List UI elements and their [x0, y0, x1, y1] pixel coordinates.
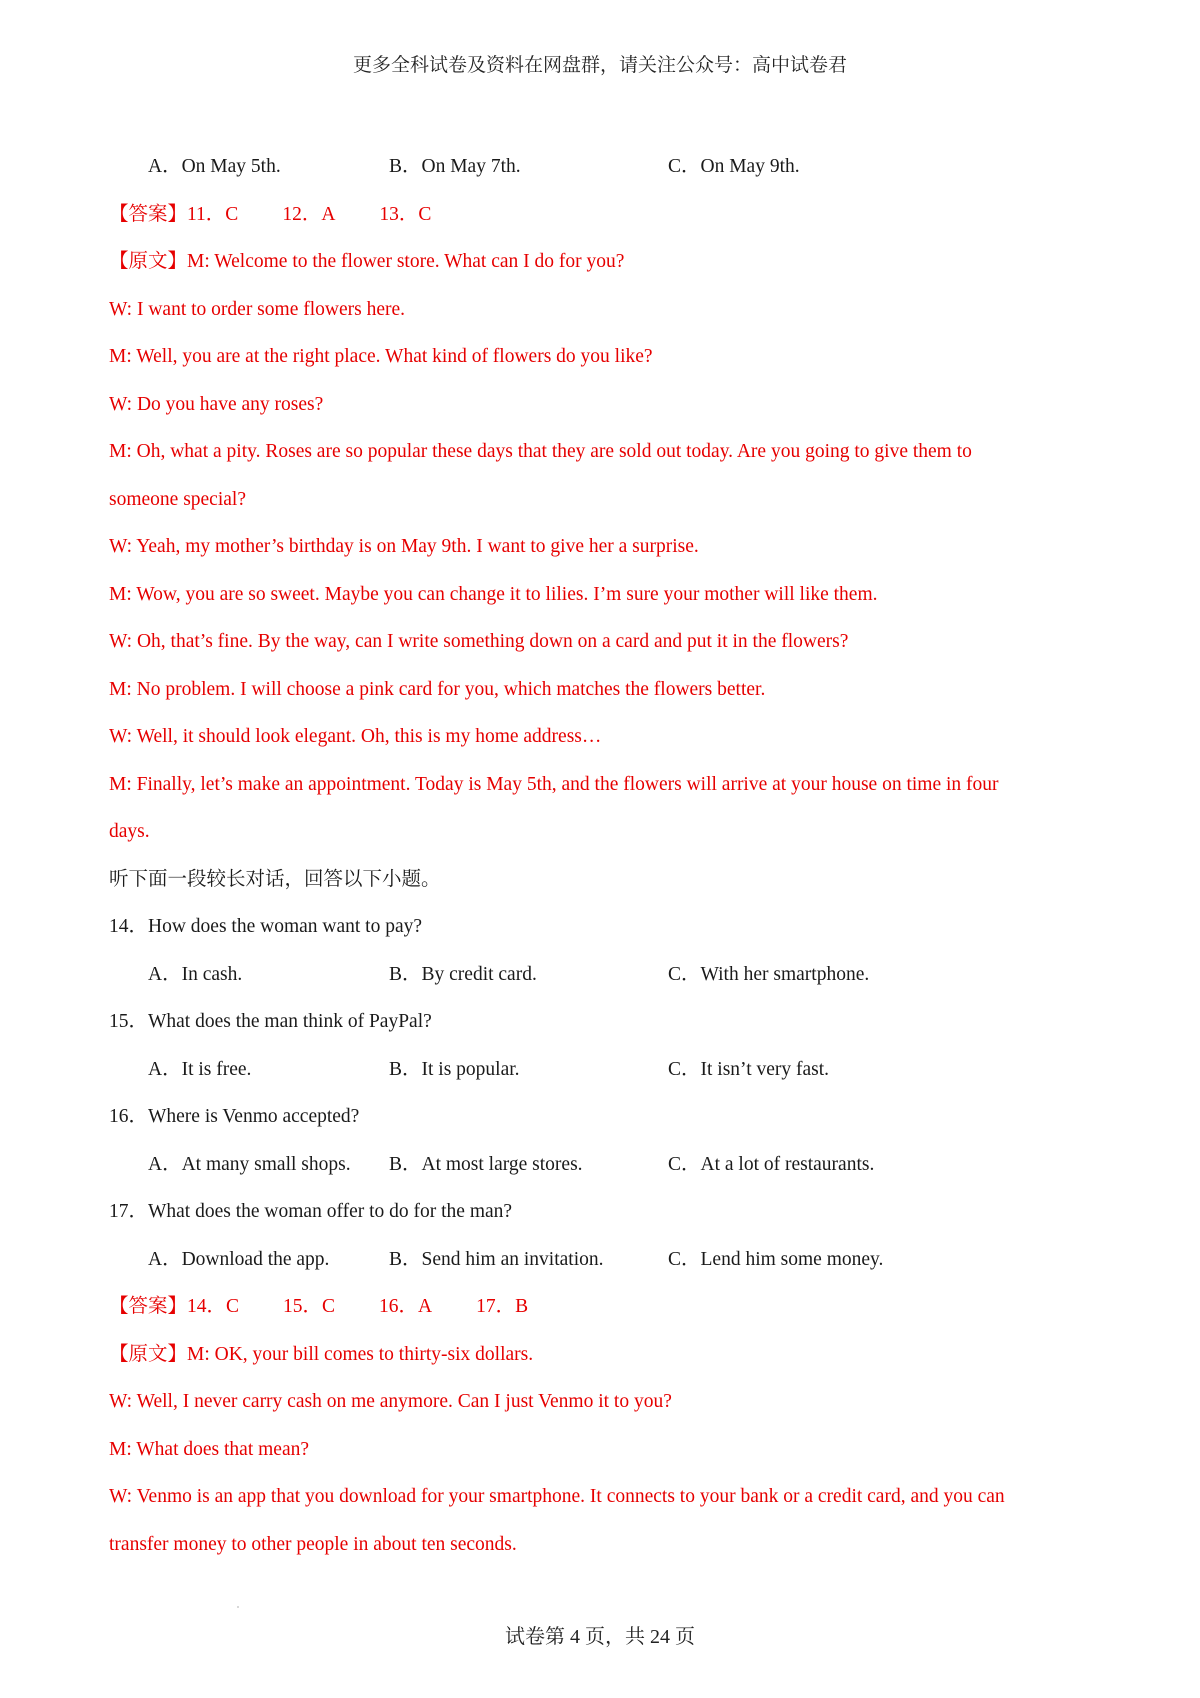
page-content — [109, 147, 1109, 1572]
transcript-line: W: Do you have any roses? — [109, 393, 324, 415]
answer-item: 11．C — [187, 203, 239, 225]
option-a: A．On May 5th. — [148, 156, 281, 177]
options-row — [109, 1145, 1109, 1193]
options-row — [109, 955, 1109, 1003]
page-footer: 试卷第 4 页，共 24 页 — [505, 1626, 695, 1648]
options-row — [109, 1050, 1109, 1098]
answer-item: 16．A — [379, 1296, 433, 1317]
transcript-line: W: Yeah, my mother’s birthday is on May 9th. I want to give her a surprise. — [109, 536, 699, 557]
option-b: B．At most large stores. — [389, 1153, 583, 1175]
option-c: C．Lend him some money. — [668, 1248, 884, 1270]
transcript-line: M: Well, you are at the right place. What kind of flowers do you like? — [109, 346, 653, 367]
page-header: 更多全科试卷及资料在网盘群，请关注公众号：高中试卷君 — [352, 55, 847, 76]
option-b: B．By credit card. — [389, 963, 537, 985]
option-b: B．On May 7th. — [389, 156, 521, 177]
option-b: B．Send him an invitation. — [389, 1248, 604, 1270]
answer-item: 14．C — [187, 1296, 240, 1317]
transcript-line: W: Well, it should look elegant. Oh, this is my home address… — [109, 726, 602, 747]
options-row-q13 — [109, 147, 1109, 195]
option-a: A．At many small shops. — [148, 1153, 351, 1175]
transcript-line: M: Oh, what a pity. Roses are so popular these days that they are sold out today. Are you going to give them to — [109, 441, 972, 462]
question-stem: 16．Where is Venmo accepted? — [109, 1106, 360, 1127]
question-stem: 14．How does the woman want to pay? — [109, 916, 423, 937]
transcript-text: M: OK, your bill comes to thirty-six dollars. — [187, 1343, 534, 1365]
transcript-line: someone special? — [109, 488, 246, 510]
option-c: C．With her smartphone. — [668, 963, 870, 985]
transcript-line — [109, 242, 1109, 290]
transcript-line: W: Oh, that’s fine. By the way, can I write something down on a card and put it in the flowers? — [109, 631, 849, 652]
option-b: B．It is popular. — [389, 1058, 520, 1080]
question-stem: 17．What does the woman offer to do for the man? — [109, 1201, 513, 1222]
transcript-line: W: I want to order some flowers here. — [109, 298, 406, 320]
transcript-line: W: Venmo is an app that you download for your smartphone. It connects to your bank or a credit card, and you can — [109, 1486, 1005, 1507]
transcript-line: M: What does that mean? — [109, 1438, 309, 1460]
option-c: C．On May 9th. — [668, 156, 800, 177]
answer-item: 15．C — [283, 1296, 336, 1317]
transcript-line: transfer money to other people in about ten seconds. — [109, 1533, 517, 1555]
transcript-label: 【原文】 — [109, 251, 188, 272]
transcript-line — [109, 1335, 1109, 1383]
question-stem: 15．What does the man think of PayPal? — [109, 1011, 432, 1032]
transcript-line: M: Wow, you are so sweet. Maybe you can change it to lilies. I’m sure your mother will like them. — [109, 583, 878, 605]
answer-item: 17．B — [476, 1296, 529, 1317]
transcript-line: W: Well, I never carry cash on me anymore. Can I just Venmo it to you? — [109, 1391, 672, 1412]
transcript-line: days. — [109, 821, 150, 842]
transcript-line: M: Finally, let’s make an appointment. Today is May 5th, and the flowers will arrive at your house on time in four — [109, 773, 999, 795]
answer-label: 【答案】 — [109, 1296, 188, 1317]
transcript-text: M: Welcome to the flower store. What can I do for you? — [187, 251, 625, 272]
option-a: A．Download the app. — [148, 1248, 330, 1270]
option-c: C．It isn’t very fast. — [668, 1058, 830, 1080]
options-row — [109, 1240, 1109, 1288]
answer-item: 13．C — [379, 203, 432, 225]
option-c: C．At a lot of restaurants. — [668, 1153, 875, 1175]
answer-item: 12．A — [282, 203, 336, 225]
answer-line-2 — [109, 1287, 1109, 1335]
scan-speck — [237, 1606, 239, 1608]
answer-label: 【答案】 — [109, 203, 188, 225]
transcript-label: 【原文】 — [109, 1343, 188, 1365]
transcript-line: M: No problem. I will choose a pink card for you, which matches the flowers better. — [109, 678, 766, 700]
answer-line-1 — [109, 195, 1109, 243]
option-a: A．In cash. — [148, 963, 243, 985]
option-a: A．It is free. — [148, 1058, 252, 1080]
section-instruction: 听下面一段较长对话，回答以下小题。 — [109, 868, 441, 890]
